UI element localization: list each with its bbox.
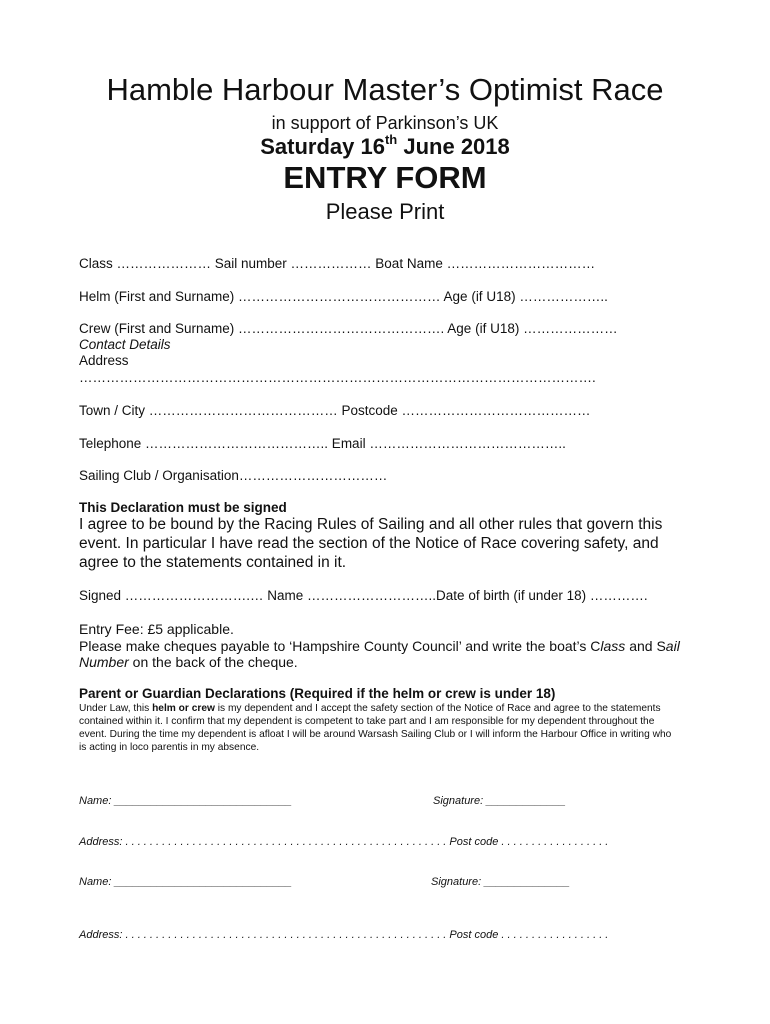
address-line: …………………………………………………………………………………………………….: [79, 370, 596, 385]
cheque-text-number: Number: [79, 654, 129, 670]
guardian-body: [79, 702, 679, 754]
address-label: Address: [79, 353, 129, 368]
declaration-heading: This Declaration must be signed: [79, 500, 287, 515]
guardian-name-1: Name: _____________________________: [79, 795, 292, 807]
event-date-suffix: June 2018: [397, 134, 510, 159]
cheque-text-and: and S: [625, 637, 666, 654]
guardian-address-1: Address: . . . . . . . . . . . . . . . . . . . . . . . . . . . . . . . . . . . . . . . . . . . . . . . . . . . . . Post code . . . . . . . . . . . . . . . . . .: [79, 836, 609, 848]
telephone-email-line: Telephone ………………………………….. Email ……………………………………..: [79, 436, 566, 451]
sailing-club-line: Sailing Club / Organisation……………………………: [79, 468, 388, 483]
entry-fee-block: [79, 621, 699, 671]
guardian-heading: Parent or Guardian Declarations (Required if the helm or crew is under 18): [79, 686, 556, 701]
town-postcode-line: Town / City …………………………………… Postcode ……………………………………: [79, 403, 591, 418]
cheque-instructions: [79, 638, 699, 655]
cheque-text-class: lass: [600, 637, 626, 654]
contact-details-label: Contact Details: [79, 337, 171, 352]
signed-line: Signed ……………………….… Name ………………………..Date of birth (if under 18) ………….: [79, 588, 648, 603]
cheque-text-sail: ail: [665, 637, 680, 654]
declaration-body: I agree to be bound by the Racing Rules of Sailing and all other rules that govern this event. In particular I have read the section of the Notice of Race covering safety, and agree to the statements contained in it.: [79, 516, 663, 571]
event-date-ordinal: th: [384, 132, 398, 147]
crew-line: Crew (First and Surname) ………………………………………. Age (if U18) …………………: [79, 321, 618, 336]
print-note: Please Print: [325, 199, 445, 224]
form-heading: ENTRY FORM: [283, 160, 487, 195]
guardian-signature-1: Signature: _____________: [433, 795, 566, 807]
guardian-text-bold: helm or crew: [152, 703, 215, 714]
guardian-name-2: Name: _____________________________: [79, 876, 292, 888]
event-date: [0, 134, 770, 160]
cheque-text-end: on the back of the cheque.: [128, 654, 298, 670]
class-sail-boat-line: Class ………………… Sail number ……………… Boat Name ……………………………: [79, 256, 596, 271]
cheque-instructions-line-2: [79, 654, 699, 671]
guardian-address-2: Address: . . . . . . . . . . . . . . . . . . . . . . . . . . . . . . . . . . . . . . . . . . . . . . . . . . . . . Post code . . . . . . . . . . . . . . . . . .: [79, 929, 609, 941]
cheque-text-a: Please make cheques payable to ‘Hampshire County Council’ and write the boat’s C: [79, 637, 601, 654]
page-subtitle: in support of Parkinson’s UK: [271, 113, 499, 133]
guardian-text-a: Under Law, this: [79, 703, 153, 714]
guardian-signature-2: Signature: ______________: [431, 876, 570, 888]
event-date-prefix: Saturday 16: [260, 134, 385, 159]
page-title: Hamble Harbour Master’s Optimist Race: [106, 72, 664, 107]
entry-fee-line: Entry Fee: £5 applicable.: [79, 621, 234, 637]
guardian-text-c: is my dependent and I accept the safety section of the Notice of Race and agree to the statements contained within it. I confirm that my dependent is competent to take part and I am responsible for my dependent throughout the event. During the time my dependent is afloat I will be around Warsash Sailing Club or I will inform the Harbour Office in writing who is acting in loco parentis in my absence.: [79, 703, 672, 753]
helm-line: Helm (First and Surname) ……………………………………… Age (if U18) ………………..: [79, 289, 608, 304]
